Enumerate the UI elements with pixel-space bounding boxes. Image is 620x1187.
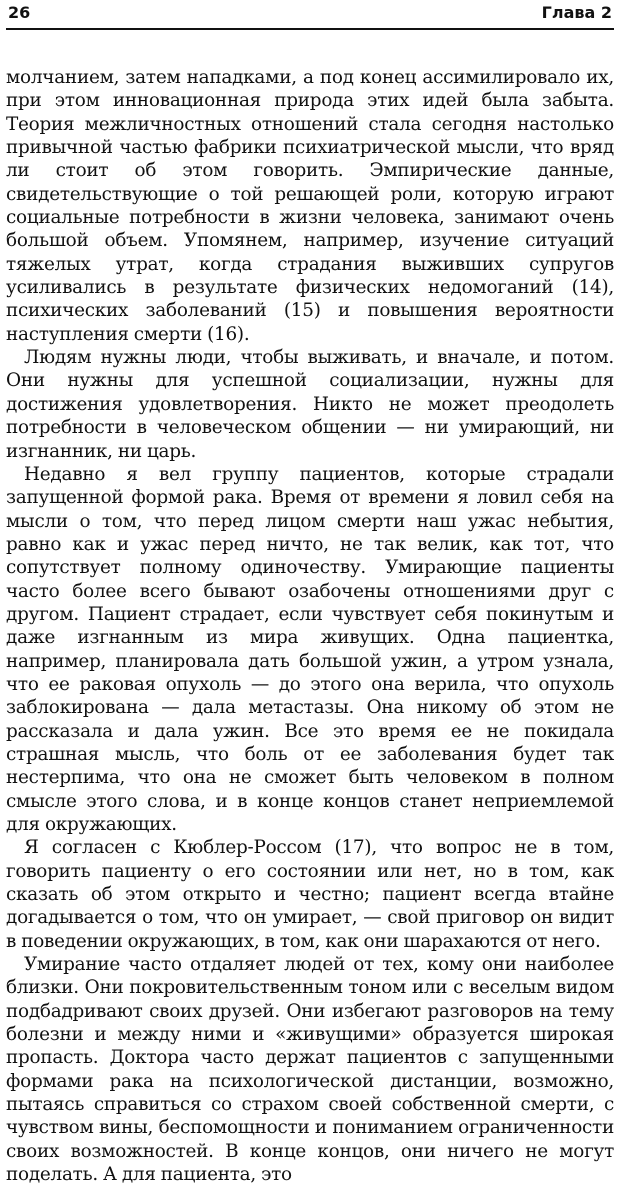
running-header: [8, 2, 612, 24]
page-number: 26: [8, 3, 31, 22]
paragraph-1: молчанием, затем нападками, а под конец ассимилировало их, при этом инновационная природа этих идей была забыта. Теория межличностных отношений стала сегодня настолько привычной частью фабрики психиатрической мысли, что вряд ли стоит об этом говорить. Эмпирические данные, свидетельствующие о той решающей роли, которую играют социальные потребности в жизни человека, занимают очень большой объем. Упомянем, например, изучение ситуаций тяжелых утрат, когда страдания выживших супругов усиливались в результате физических недомоганий (14), психических заболеваний (15) и повышения вероятности наступления смерти (16).: [6, 67, 614, 345]
paragraph-3: Недавно я вел группу пациентов, которые страдали запущенной формой рака. Время от времени я ловил себя на мысли о том, что перед лицом смерти наш ужас небытия, равно как и ужас перед ничто, не так велик, как тот, что сопутствует полному одиночеству. Умирающие пациенты часто более всего бывают озабочены отношениями друг с другом. Пациент страдает, если чувствует себя покинутым и даже изгнанным из мира живущих. Одна пациентка, например, планировала дать большой ужин, а утром узнала, что ее раковая опухоль — до этого она верила, что опухоль заблокирована — дала метастазы. Она никому об этом не рассказала и дала ужин. Все это время ее не покидала страшная мысль, что боль от ее заболевания будет так нестерпима, что она не сможет быть человеком в полном смысле этого слова, и в конце концов станет неприемлемой для окружающих.: [6, 463, 614, 835]
paragraph-2: Людям нужны люди, чтобы выживать, и вначале, и потом. Они нужны для успешной социализации, нужны для достижения удовлетворения. Никто не может преодолеть потребности в человеческом общении — ни умирающий, ни изгнанник, ни царь.: [6, 347, 614, 462]
chapter-title: Глава 2: [541, 3, 612, 22]
header-rule: [6, 28, 614, 30]
body-text: [6, 66, 614, 1187]
paragraph-4: Я согласен с Кюблер-Россом (17), что вопрос не в том, говорить пациенту о его состоянии или нет, но в том, как сказать об этом открыто и честно; пациент всегда втайне догадывается о том, что он умирает, — свой приговор он видит в поведении окружающих, в том, как они шарахаются от него.: [6, 837, 614, 952]
paragraph-5: Умирание часто отдаляет людей от тех, кому они наиболее близки. Они покровительственным тоном или с веселым видом подбадривают своих друзей. Они избегают разговоров на тему болезни и между ними и «живущими» образуется широкая пропасть. Доктора часто держат пациентов с запущенными формами рака на психологической дистанции, возможно, пытаясь справиться со страхом своей собственной смерти, с чувством вины, беспомощности и пониманием ограниченности своих возможностей. В конце концов, они ничего не могут поделать. А для пациента, это: [6, 954, 614, 1186]
